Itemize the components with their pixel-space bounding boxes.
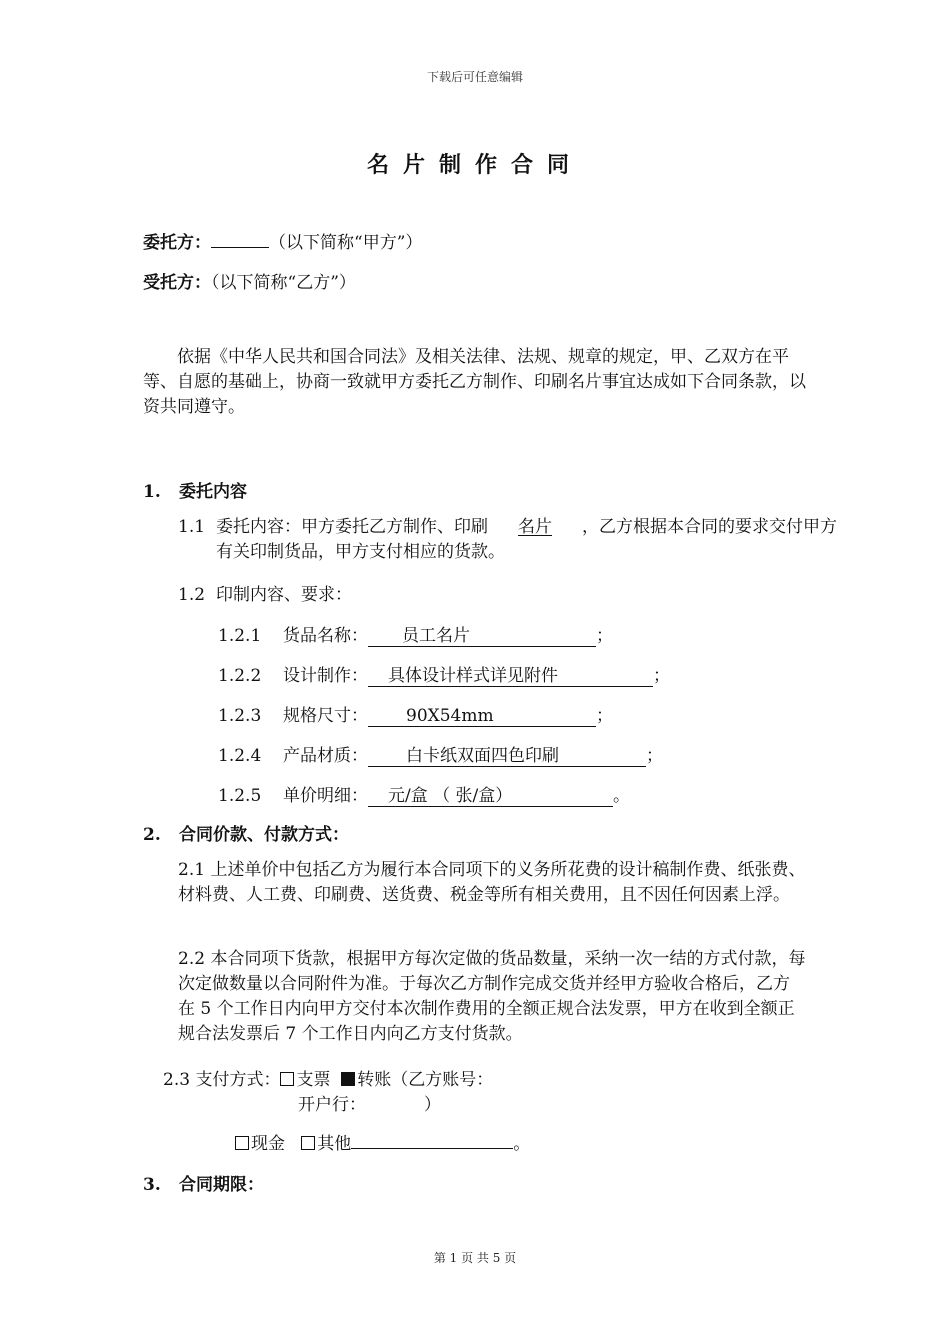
spec-item-value: 90X54mm (368, 706, 596, 727)
client-label: 委托方： (143, 233, 211, 253)
client-line (143, 228, 422, 253)
section-2-heading (143, 820, 349, 845)
spec-item-end: ； (596, 706, 613, 726)
clause-2-1: 2.1 上述单价中包括乙方为履行本合同项下的义务所花费的设计稿制作费、纸张费、材料费、人工费、印刷费、送货费、税金等所有相关费用，且不因任何因素上浮。 (178, 860, 806, 905)
spec-item-value: 员工名片 (368, 621, 596, 647)
contractor-label: 受托方： (143, 273, 211, 293)
spec-item-label: 货品名称： (283, 626, 368, 646)
spec-item-label: 单价明细： (283, 786, 368, 806)
spec-item-number: 1.2.2 (218, 666, 262, 686)
spec-item-name (218, 621, 613, 647)
clause-2-3 (163, 1065, 493, 1090)
option-cheque-label: 支票 (296, 1070, 331, 1090)
spec-item-end: 。 (613, 786, 630, 806)
clause-1-1 (178, 515, 846, 565)
spec-item-label: 设计制作： (283, 666, 368, 686)
checkbox-cheque[interactable] (280, 1072, 294, 1086)
section-3-title: 合同期限： (179, 1175, 264, 1195)
intro-paragraph: 依据《中华人民共和国合同法》及相关法律、法规、规章的规定，甲、乙双方在平等、自愿的基础上，协商一致就甲方委托乙方制作、印刷名片事宜达成如下合同条款，以资共同遵守。 (143, 347, 806, 417)
spec-item-end: ； (653, 666, 670, 686)
option-cash-label: 现金 (251, 1134, 285, 1154)
payment-method-label: 2.3 支付方式： (163, 1070, 281, 1090)
other-blank[interactable] (351, 1131, 513, 1149)
spec-item-label: 规格尺寸： (283, 706, 368, 726)
document-title: 名片制作合同 (366, 153, 583, 178)
page-footer: 第 1 页 共 5 页 (433, 1251, 517, 1265)
spec-item-price (218, 781, 630, 807)
clause-1-1-pre: 委托内容：甲方委托乙方制作、印刷 (216, 517, 488, 537)
bank-label: 开户行： (298, 1095, 366, 1115)
clause-1-2-number: 1.2 (178, 585, 206, 605)
spec-item-end: ； (646, 746, 663, 766)
clause-1-1-fill: 名片 (518, 517, 552, 537)
spec-item-value: 具体设计样式详见附件 (368, 661, 653, 687)
spec-item-number: 1.2.4 (218, 746, 262, 766)
clause-1-1-number: 1.1 (178, 517, 206, 537)
checkbox-other[interactable] (301, 1136, 315, 1150)
bank-line (298, 1090, 441, 1115)
section-1-title: 委托内容 (179, 482, 247, 502)
contractor-note: （以下简称“乙方”） (211, 273, 356, 293)
section-3-number: 3. (143, 1175, 161, 1195)
client-note: （以下简称“甲方”） (269, 233, 423, 253)
clause-1-2-label: 印制内容、要求： (216, 585, 352, 605)
spec-item-number: 1.2.1 (218, 626, 262, 646)
spec-item-end: ； (596, 626, 613, 646)
payment-options-line (235, 1129, 530, 1154)
contractor-line (143, 268, 356, 293)
clause-2-2: 2.2 本合同项下货款，根据甲方每次定做的货品数量，采纳一次一结的方式付款，每次定做数量以合同附件为准。于每次乙方制作完成交货并经甲方验收合格后，乙方在 5 个工作日内向甲方交付本次制作费用的全额正规合法发票，甲方在收到全额正规合法发票后 7 个工作日内向乙方支付货款。 (178, 949, 806, 1044)
spec-item-value: 元/盒 （ 张/盒） (368, 781, 613, 807)
spec-item-material (218, 741, 663, 767)
section-2-number: 2. (143, 825, 161, 845)
spec-item-number: 1.2.3 (218, 706, 262, 726)
section-2-title: 合同价款、付款方式： (179, 825, 349, 845)
checkbox-cash[interactable] (235, 1136, 249, 1150)
page-header: 下载后可任意编辑 (426, 70, 523, 84)
bank-close: ） (424, 1095, 441, 1115)
client-blank[interactable] (211, 230, 269, 248)
clause-1-2 (178, 580, 352, 605)
section-1-number: 1. (143, 482, 161, 502)
spec-item-number: 1.2.5 (218, 786, 262, 806)
spec-item-size (218, 701, 613, 727)
section-1-heading (143, 477, 247, 502)
clause-1-1-post: ，乙方根据本合同的要求交付甲方有关印制货品，甲方支付相应的货款。 (216, 517, 837, 562)
spec-item-label: 产品材质： (283, 746, 368, 766)
option-other-label: 其他 (317, 1134, 352, 1154)
other-end: 。 (513, 1134, 531, 1154)
spec-item-value: 白卡纸双面四色印刷 (368, 741, 646, 767)
checkbox-transfer-checked[interactable] (341, 1072, 355, 1086)
spec-item-design (218, 661, 670, 687)
section-3-heading (143, 1170, 264, 1195)
option-transfer-label: 转账（乙方账号： (357, 1070, 494, 1090)
